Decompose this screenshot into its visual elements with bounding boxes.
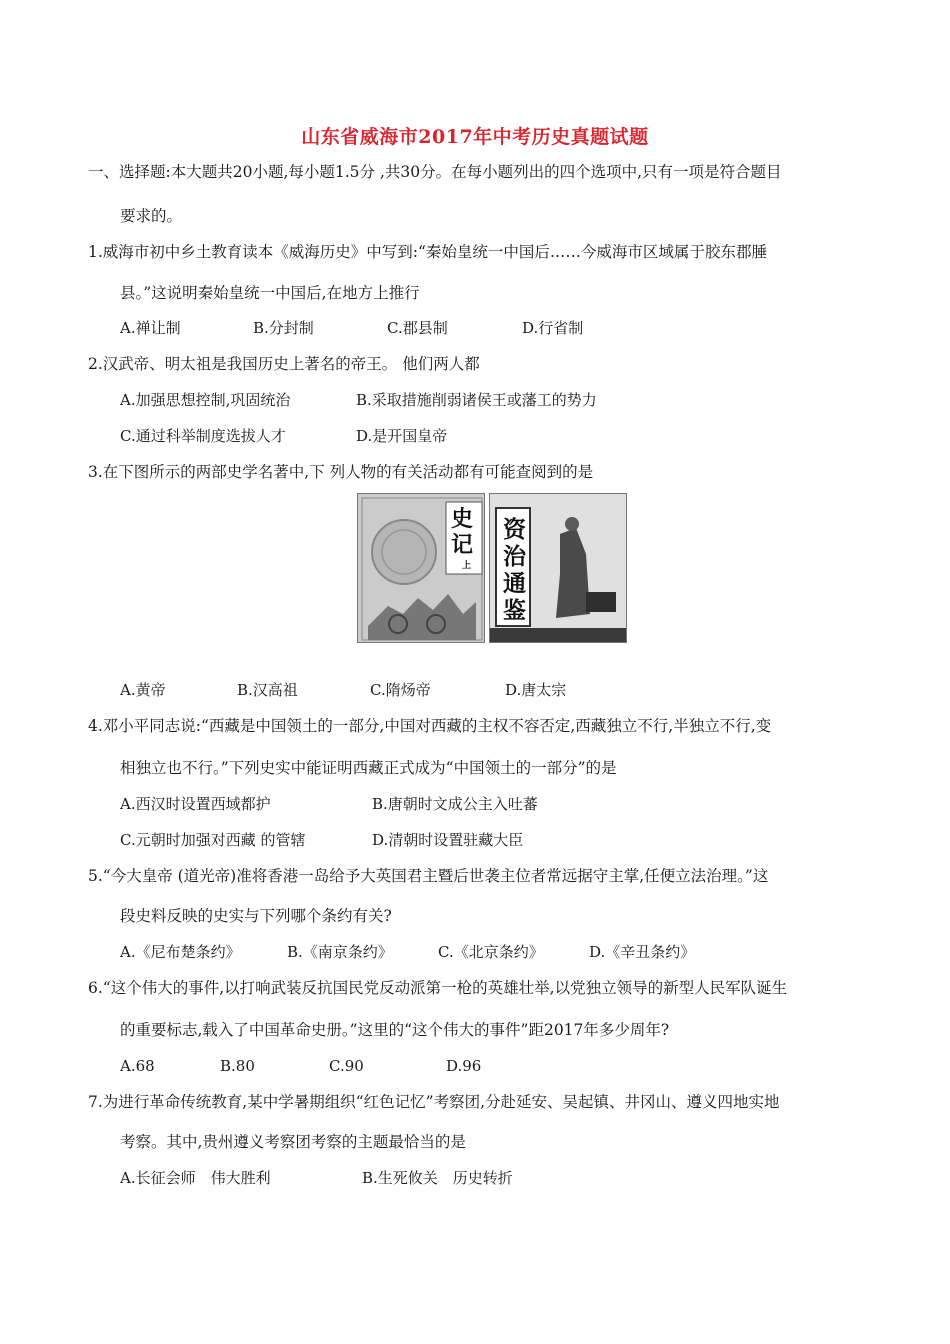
question-3-option-b: B.汉高祖 (237, 681, 298, 699)
shiji-subtitle: 上 (462, 561, 472, 571)
question-2-option-a: A.加强思想控制,巩固统治 (120, 391, 291, 409)
question-4-stem: 4.邓小平同志说:“西藏是中国领土的一部分,中国对西藏的主权不容否定,西藏独立不行,半独立不行,变 (88, 717, 772, 735)
question-6-option-a: A.68 (120, 1057, 155, 1075)
question-4-option-b: B.唐朝时文成公主入吐蕃 (372, 795, 538, 813)
question-1-stem-cont: 县。”这说明秦始皇统一中国后,在地方上推行 (120, 284, 420, 302)
page-title: 山东省威海市2017年中考历史真题试题 (301, 126, 649, 148)
question-1-option-c: C.郡县制 (387, 319, 448, 337)
question-7-stem-cont: 考察。其中,贵州遵义考察团考察的主题最恰当的是 (120, 1133, 466, 1151)
question-1-stem: 1.威海市初中乡土教育读本《威海历史》中写到:“秦始皇统一中国后……今威海市区域属于胶东郡腄 (88, 243, 767, 261)
section-instruction: 一、选择题:本大题共20小题,每小题1.5分 ,共30分。在每小题列出的四个选项中,只有一项是符合题目 (88, 163, 782, 181)
question-6-stem-cont: 的重要标志,载入了中国革命史册。”这里的“这个伟大的事件”距2017年多少周年? (120, 1021, 670, 1039)
question-3-option-a: A.黄帝 (120, 681, 166, 699)
question-5-option-b: B.《南京条约》 (287, 943, 393, 961)
question-3-stem: 3.在下图所示的两部史学名著中,下 列人物的有关活动都有可能查阅到的是 (88, 463, 594, 481)
question-3-option-c: C.隋炀帝 (370, 681, 431, 699)
question-6-option-c: C.90 (329, 1057, 364, 1075)
question-3-figure (357, 493, 627, 643)
question-6-option-d: D.96 (446, 1057, 482, 1075)
zizhitongjian-book-cover (489, 493, 627, 643)
question-6-option-b: B.80 (220, 1057, 255, 1075)
question-1-option-b: B.分封制 (253, 319, 314, 337)
question-5-option-a: A.《尼布楚条约》 (120, 943, 241, 961)
shiji-book-cover (357, 493, 485, 643)
question-7-option-a: A.长征会师 伟大胜利 (120, 1169, 271, 1187)
question-2-option-c: C.通过科举制度选拔人才 (120, 427, 286, 445)
question-4-option-c: C.元朝时加强对西藏 的管辖 (120, 831, 306, 849)
question-6-stem: 6.“这个伟大的事件,以打响武装反抗国民党反动派第一枪的英雄壮举,以党独立领导的新型人民军队诞生 (88, 979, 788, 997)
question-7-option-b: B.生死攸关 历史转折 (362, 1169, 513, 1187)
question-4-option-d: D.清朝时设置驻藏大臣 (372, 831, 524, 849)
question-4-stem-cont: 相独立也不行。”下列史实中能证明西藏正式成为“中国领土的一部分”的是 (120, 759, 617, 777)
question-7-stem: 7.为进行革命传统教育,某中学暑期组织“红色记忆”考察团,分赴延安、吴起镇、井冈山、遵义四地实地 (88, 1093, 780, 1111)
shiji-title: 史记 (451, 506, 474, 558)
question-2-stem: 2.汉武帝、明太祖是我国历史上著名的帝王。 他们两人都 (88, 355, 480, 373)
question-5-stem-cont: 段史料反映的史实与下列哪个条约有关? (120, 907, 392, 925)
question-1-option-a: A.禅让制 (120, 319, 181, 337)
question-3-option-d: D.唐太宗 (505, 681, 567, 699)
zizhitongjian-title: 资治通鉴 (503, 516, 526, 624)
section-instruction-cont: 要求的。 (120, 207, 183, 225)
question-2-option-b: B.采取措施削弱诸侯王或藩工的势力 (356, 391, 597, 409)
question-5-stem: 5.“今大皇帝 (道光帝)准将香港一岛给予大英国君主暨后世袭主位者常远据守主掌,任便立法治理。”这 (88, 867, 769, 885)
question-5-option-c: C.《北京条约》 (438, 943, 544, 961)
question-2-option-d: D.是开国皇帝 (356, 427, 448, 445)
question-1-option-d: D.行省制 (522, 319, 584, 337)
question-4-option-a: A.西汉时设置西域都护 (120, 795, 271, 813)
question-5-option-d: D.《辛丑条约》 (589, 943, 696, 961)
